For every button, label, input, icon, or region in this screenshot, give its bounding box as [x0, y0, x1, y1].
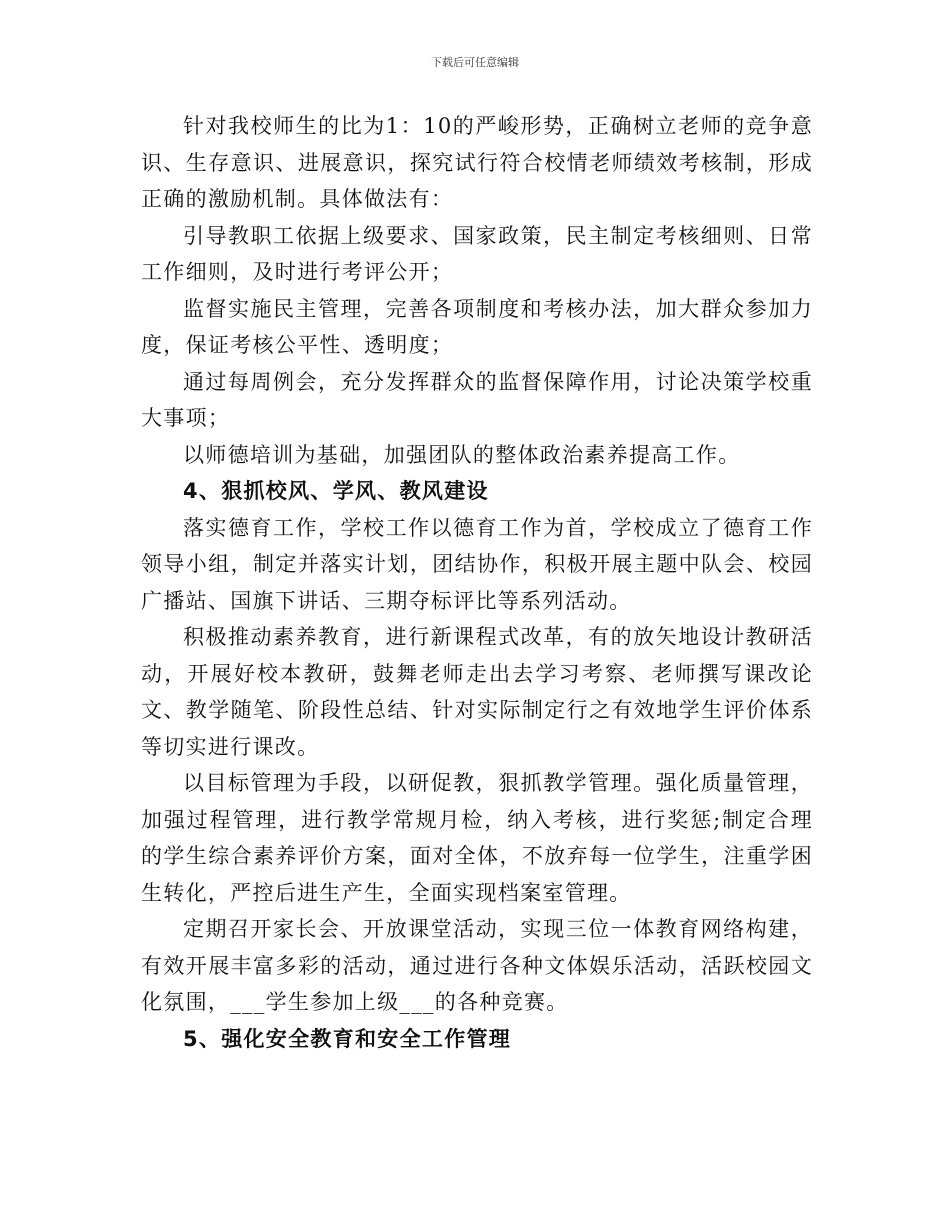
- paragraph-ethics-training: 以师德培训为基础，加强团队的整体政治素养提高工作。: [183, 442, 741, 467]
- section-heading-4: 4、狠抓校风、学风、教风建设: [183, 479, 489, 503]
- paragraph-guide-staff: 引导教职工依据上级要求、国家政策，民主制定考核细则、日常工作细则，及时进行考评公开；: [141, 223, 813, 284]
- paragraph-target-management: 以目标管理为手段，以研促教，狠抓教学管理。强化质量管理，加强过程管理，进行教学常规月检，纳入考核，进行奖惩;制定合理的学生综合素养评价方案，面对全体，不放弃每一位学生，注重学困生转化，严控后进生产生，全面实现档案室管理。: [141, 771, 813, 905]
- paragraph-teacher-evaluation: 针对我校师生的比为1：10的严峻形势，正确树立老师的竞争意识、生存意识、进展意识，探究试行符合校情老师绩效考核制，形成正确的激励机制。具体做法有：: [141, 114, 813, 211]
- paragraph-moral-education: 落实德育工作，学校工作以德育工作为首，学校成立了德育工作领导小组，制定并落实计划，团结协作，积极开展主题中队会、校园广播站、国旗下讲话、三期夺标评比等系列活动。: [141, 515, 813, 613]
- paragraph-quality-education: 积极推动素养教育，进行新课程式改革，有的放矢地设计教研活动，开展好校本教研，鼓舞老师走出去学习考察、老师撰写课改论文、教学随笔、阶段性总结、针对实际制定行之有效地学生评价体系等切实进行课改。: [141, 625, 813, 759]
- paragraph-weekly-meeting: 通过每周例会，充分发挥群众的监督保障作用，讨论决策学校重大事项；: [141, 369, 813, 430]
- page-header: 下载后可任意编辑: [431, 56, 519, 69]
- paragraph-parent-meetings: 定期召开家长会、开放课堂活动，实现三位一体教育网络构建，有效开展丰富多彩的活动，通过进行各种文体娱乐活动，活跃校园文化氛围，___学生参加上级___的各种竞赛。: [141, 917, 813, 1014]
- paragraph-democratic-management: 监督实施民主管理，完善各项制度和考核办法，加大群众参加力度，保证考核公平性、透明度；: [141, 296, 813, 357]
- section-heading-5: 5、强化安全教育和安全工作管理: [183, 1026, 512, 1051]
- document-body: [141, 108, 813, 1057]
